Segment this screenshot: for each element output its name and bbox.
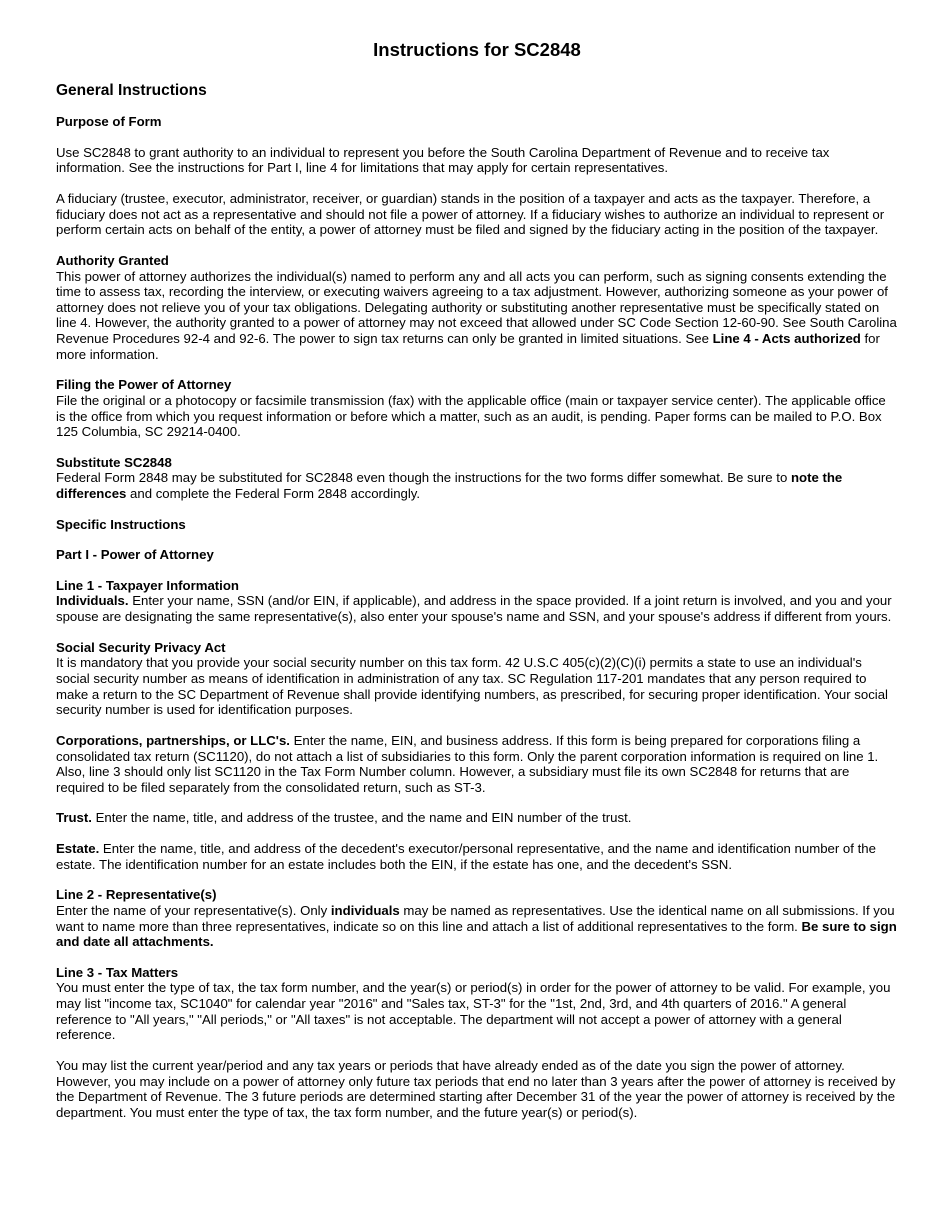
ssa-heading: Social Security Privacy Act (56, 639, 226, 655)
authority-heading: Authority Granted (56, 252, 169, 268)
substitute-tail: and complete the Federal Form 2848 accordingly. (126, 486, 421, 502)
line2-heading: Line 2 - Representative(s) (56, 887, 217, 903)
trust-paragraph (56, 810, 898, 826)
specific-instructions-heading: Specific Instructions (56, 516, 186, 532)
trust-text: Enter the name, title, and address of the trustee, and the name and EIN number of the trust. (91, 810, 632, 826)
substitute-text: Federal Form 2848 may be substituted for SC2848 even though the instructions for the two forms differ somewhat. Be sure to (56, 470, 791, 486)
individuals-label: Individuals. (56, 593, 129, 609)
estate-text: Enter the name, title, and address of the decedent's executor/personal representative, and the name and identification number of the estate. The identification number for an estate includes both the EIN, if the estate has one, and the decedent's SSN. (56, 841, 876, 872)
corporations-text: Enter the name, EIN, and business address. If this form is being prepared for corporations filing a consolidated tax return (SC1120), do not attach a list of subsidiaries to this form. Only the parent corporation information is required on line 1. Also, line 3 should only list SC1120 in the Tax Form Number column. However, a subsidiary must file its own SC2848 for returns that are required to be filed separately from the consolidated return, such as ST-3. (56, 732, 879, 795)
authority-bold-ref: Line 4 - Acts authorized (712, 331, 861, 347)
general-instructions-heading: General Instructions (56, 82, 207, 100)
line3-heading: Line 3 - Tax Matters (56, 964, 179, 980)
line1-heading: Line 1 - Taxpayer Information (56, 577, 239, 593)
purpose-paragraph-1: Use SC2848 to grant authority to an individual to represent you before the South Carolina Department of Revenue and to receive tax information. See the instructions for Part I, line 4 for limitations that may apply for certain representatives. (56, 144, 830, 176)
purpose-heading: Purpose of Form (56, 114, 162, 130)
filing-paragraph: File the original or a photocopy or facsimile transmission (fax) with the applicable office (main or taxpayer service center). The applicable office is the office from which you request information or before which a matter, such as an audit, is pending. Paper forms can be mailed to P.O. Box 125 Columbia, SC 29214-0400. (56, 392, 886, 440)
line2-bold-a: individuals (330, 902, 400, 918)
line2-paragraph (56, 903, 898, 950)
ssa-paragraph: It is mandatory that you provide your social security number on this tax form. 42 U.S.C 405(c)(2)(C)(i) permits a state to use an individual's social security number as means of identification in administration of any tax. SC Regulation 117-201 mandates that any person required to make a return to the SC Department of Revenue shall provide identifying numbers, as prescribed, for securing proper identification. Your social security number is used for identification purposes. (56, 655, 888, 718)
line2-text-a: Enter the name of your representative(s). Only (56, 902, 331, 918)
estate-paragraph (56, 841, 898, 872)
authority-paragraph (56, 269, 898, 363)
authority-text: This power of attorney authorizes the individual(s) named to perform any and all acts you can perform, such as signing consents extending the time to assess tax, recording the interview, or executing waivers agreeing to a tax adjustment. However, authorizing someone as your power of attorney does not relieve you of your tax obligations. Delegating authority or substituting another representative must be specifically stated on line 4. However, the authority granted to a power of attorney may not exceed that allowed under SC Code Section 12-60-90. See South Carolina Revenue Procedures 92-4 and 92-6. The power to sign tax returns can only be granted in limited situations. See (56, 268, 897, 347)
corporations-paragraph (56, 733, 898, 796)
purpose-paragraph-2: A fiduciary (trustee, executor, administrator, receiver, or guardian) stands in the position of a taxpayer and acts as the taxpayer. Therefore, a fiduciary does not act as a representative and should not file a power of attorney. If a fiduciary wishes to authorize an individual to represent or perform certain acts on behalf of the entity, a power of attorney must be filed and signed by the fiduciary acting in the position of the taxpayer. (56, 191, 885, 238)
substitute-bold: note the differences (56, 470, 843, 502)
substitute-paragraph (56, 470, 898, 501)
filing-heading: Filing the Power of Attorney (56, 377, 232, 393)
authority-tail: for more information. (56, 331, 880, 362)
substitute-heading: Substitute SC2848 (56, 454, 172, 470)
line2-bold-b: Be sure to sign and date all attachments. (56, 918, 897, 950)
part1-heading: Part I - Power of Attorney (56, 547, 214, 563)
estate-label: Estate. (56, 841, 100, 857)
line2-text-b: may be named as representatives. Use the identical name on all submissions. If you want to name more than three representatives, indicate so on this line and attach a list of additional representatives to the form. (56, 902, 895, 934)
individuals-paragraph (56, 593, 898, 624)
page-title: Instructions for SC2848 (373, 39, 581, 60)
line3-paragraph-1: You must enter the type of tax, the tax form number, and the year(s) or period(s) in order for the power of attorney to be valid. For example, you may list "income tax, SC1040" for calendar year "2016" and "Sales tax, ST-3" for the "1st, 2nd, 3rd, and 4th quarters of 2016." A general reference to "All years," "All periods," or "All taxes" is not acceptable. The department will not accept a power of attorney with a general reference. (56, 980, 891, 1043)
individuals-text: Enter your name, SSN (and/or EIN, if applicable), and address in the space provided. If a joint return is involved, and you and your spouse are designating the same representative(s), also enter your spouse's name and SSN, and your spouse's address if different from yours. (56, 593, 892, 625)
line3-paragraph-2: You may list the current year/period and any tax years or periods that have already ended as of the date you sign the power of attorney. However, you may include on a power of attorney only future tax periods that end no later than 3 years after the power of attorney is received by the Department of Revenue. The 3 future periods are determined starting after December 31 of the year the power of attorney is received by the department. You must enter the type of tax, the tax form number, and the future year(s) or period(s). (56, 1058, 896, 1120)
trust-label: Trust. (56, 810, 92, 826)
corporations-label: Corporations, partnerships, or LLC's. (56, 732, 290, 748)
